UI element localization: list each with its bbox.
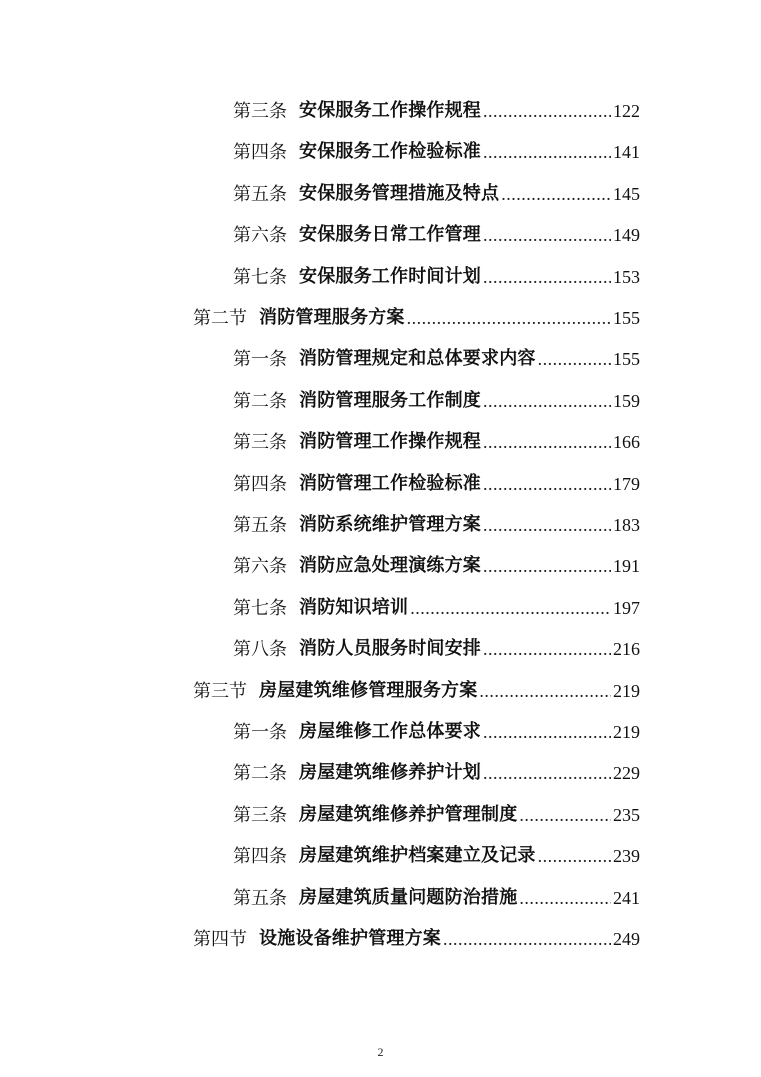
toc-entry-number: 第一条 [233, 349, 287, 370]
toc-entry-number: 第三节 [193, 680, 247, 701]
toc-entry-page: 141 [613, 142, 640, 163]
toc-entry-page: 179 [613, 473, 640, 494]
toc-entry-number: 第三条 [233, 432, 287, 453]
toc-entry-title: 消防管理工作检验标准 [299, 472, 481, 494]
toc-entry-number: 第二条 [233, 390, 287, 411]
toc-entry-title: 安保服务工作检验标准 [299, 141, 481, 163]
dot-leader [479, 679, 611, 703]
toc-entry[interactable] [233, 878, 640, 910]
toc-entry-number: 第八条 [233, 639, 287, 660]
toc-entry-title: 安保服务工作时间计划 [299, 265, 481, 287]
toc-entry[interactable] [233, 546, 640, 578]
dot-leader [501, 182, 611, 206]
toc-entry[interactable] [233, 381, 640, 413]
dot-leader [483, 430, 611, 454]
dot-leader [483, 761, 611, 785]
toc-entry-page: 153 [613, 266, 640, 287]
toc-entry[interactable] [233, 91, 640, 123]
toc-entry[interactable] [233, 215, 640, 247]
dot-leader [483, 389, 611, 413]
toc-entry-page: 145 [613, 183, 640, 204]
toc-entry-page: 122 [613, 101, 640, 121]
toc-entry-title: 房屋建筑维修管理服务方案 [259, 679, 478, 701]
dot-leader [483, 720, 611, 744]
page-number: 2 [377, 1045, 384, 1059]
toc-entry-page: 155 [613, 349, 640, 370]
toc-entry-number: 第三条 [233, 101, 287, 121]
toc-entry-number: 第四节 [193, 929, 247, 949]
toc-entry-title: 房屋建筑维护档案建立及记录 [299, 845, 536, 867]
toc-entry-number: 第五条 [233, 887, 287, 908]
toc-entry[interactable] [233, 712, 640, 744]
toc-entry-number: 第二条 [233, 763, 287, 784]
toc-entry-title: 安保服务工作操作规程 [299, 100, 481, 121]
toc-entry-title: 消防应急处理演练方案 [299, 555, 481, 577]
toc-entry-title: 房屋建筑维修养护计划 [299, 762, 481, 784]
toc-entry-page: 249 [613, 929, 640, 949]
dot-leader [483, 554, 611, 578]
toc-entry-number: 第七条 [233, 597, 287, 618]
toc-entry-page: 219 [613, 722, 640, 742]
toc-entry-title: 消防管理服务工作制度 [299, 389, 481, 411]
toc-entry[interactable] [233, 422, 640, 454]
toc-entry-title: 安保服务日常工作管理 [299, 224, 481, 246]
toc-entry[interactable] [233, 464, 640, 496]
toc-entry-page: 229 [613, 763, 640, 784]
toc-entry-page: 219 [613, 680, 640, 701]
toc-entry-title: 房屋建筑质量问题防治措施 [299, 886, 518, 908]
toc-entry-number: 第七条 [233, 266, 287, 287]
toc-entry[interactable] [233, 753, 640, 785]
dot-leader [443, 927, 611, 951]
toc-entry[interactable] [233, 629, 640, 661]
toc-entry-number: 第六条 [233, 225, 287, 246]
dot-leader [407, 306, 611, 330]
toc-entry-title: 房屋建筑维修养护管理制度 [299, 803, 518, 825]
toc-entry-page: 191 [613, 556, 640, 577]
toc-entry-title: 安保服务管理措施及特点 [299, 182, 500, 204]
toc-entry-page: 166 [613, 432, 640, 453]
dot-leader [483, 513, 611, 537]
toc-entry-title: 房屋维修工作总体要求 [299, 721, 481, 742]
toc-entry-page: 197 [613, 597, 640, 618]
toc-entry-number: 第六条 [233, 556, 287, 577]
toc-entry[interactable] [233, 836, 640, 868]
dot-leader [410, 596, 611, 620]
toc-entry[interactable] [233, 174, 640, 206]
toc-entry-title: 消防管理规定和总体要求内容 [299, 348, 536, 370]
toc-entry-page: 159 [613, 390, 640, 411]
toc-entry-page: 216 [613, 639, 640, 660]
toc-entry-number: 第四条 [233, 846, 287, 867]
toc-section-entry[interactable] [193, 298, 640, 330]
toc-entry-title: 消防系统维护管理方案 [299, 514, 481, 535]
dot-leader [538, 844, 611, 868]
dot-leader [483, 223, 611, 247]
toc-entry-page: 239 [613, 846, 640, 867]
toc-section-entry[interactable] [193, 671, 640, 703]
toc-entry[interactable] [233, 505, 640, 537]
toc-entry-title: 消防知识培训 [299, 596, 409, 618]
toc-entry[interactable] [233, 257, 640, 289]
toc-entry[interactable] [233, 588, 640, 620]
toc-entry-number: 第二节 [193, 308, 247, 328]
toc-entry-page: 235 [613, 804, 640, 825]
dot-leader [519, 803, 611, 827]
toc-entry[interactable] [233, 132, 640, 164]
toc-entry-title: 消防管理服务方案 [259, 307, 405, 328]
dot-leader [483, 140, 611, 164]
dot-leader [483, 265, 611, 289]
toc-entry-title: 设施设备维护管理方案 [259, 928, 441, 949]
toc-entry-number: 第三条 [233, 804, 287, 825]
toc-entry-number: 第四条 [233, 473, 287, 494]
toc-entry[interactable] [233, 795, 640, 827]
toc-entry-page: 149 [613, 225, 640, 246]
toc-section-entry[interactable] [193, 919, 640, 951]
dot-leader [483, 99, 611, 123]
dot-leader [483, 472, 611, 496]
dot-leader [538, 347, 611, 371]
toc-entry-number: 第四条 [233, 142, 287, 163]
toc-entry-title: 消防管理工作操作规程 [299, 431, 481, 453]
toc-entry-number: 第五条 [233, 515, 287, 535]
dot-leader [519, 886, 611, 910]
toc-entry-page: 155 [613, 308, 640, 328]
dot-leader [483, 637, 611, 661]
toc-entry-page: 183 [613, 515, 640, 535]
toc-entry-title: 消防人员服务时间安排 [299, 638, 481, 660]
toc-entry-number: 第一条 [233, 722, 287, 742]
toc-entry-number: 第五条 [233, 183, 287, 204]
toc-entry-page: 241 [613, 887, 640, 908]
toc-entry[interactable] [233, 339, 640, 371]
